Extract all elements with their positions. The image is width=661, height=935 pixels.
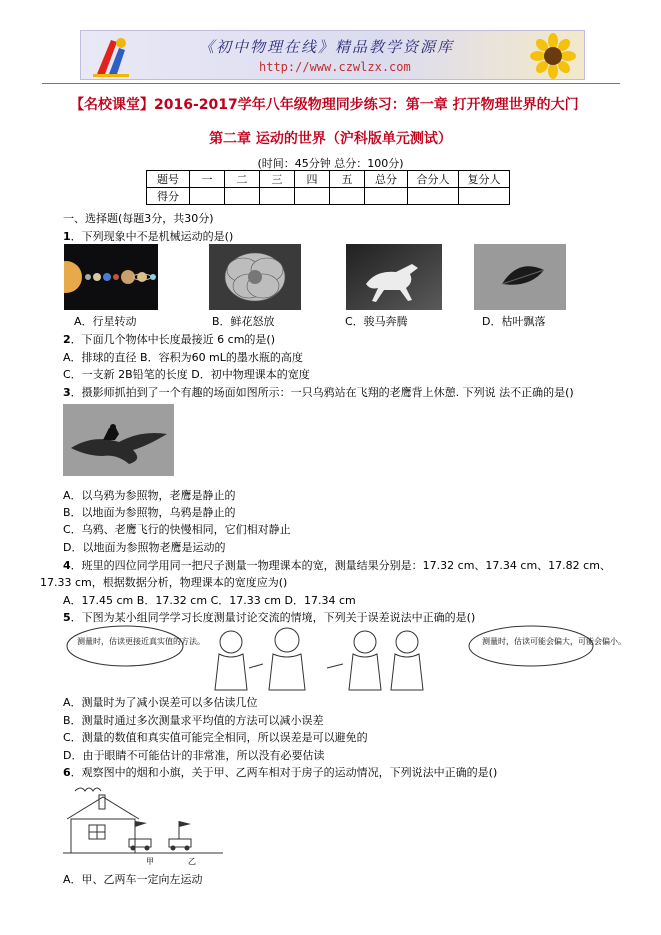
score-header-cell: 总分 [365,171,408,188]
planets-image [64,244,158,310]
sunflower-icon [528,33,578,79]
score-table [146,170,510,205]
q6-option-a: A．甲、乙两车一定向左运动 [63,873,203,886]
q1-option-a: A．行星转动 [74,315,137,328]
question-text: ．下图为某小组同学学习长度测量讨论交流的情境，下列关于误差说法中正确的是() [70,611,476,624]
header-divider [42,83,620,84]
question-number: 2 [63,333,71,346]
question-3 [63,384,574,400]
flower-image [209,244,301,310]
score-table-score-row [147,188,510,205]
score-table-header-row [147,171,510,188]
house-and-cars-diagram [63,781,223,863]
score-header-cell: 复分人 [459,171,510,188]
car-yi-label: 乙 [188,857,196,866]
q5-option-c: C．测量的数值和真实值可能完全相同，所以误差是可以避免的 [63,731,368,744]
car-jia-label: 甲 [146,857,154,866]
question-2 [63,331,275,347]
horse-image [346,244,442,310]
score-cell[interactable] [408,188,459,205]
question-number: 1 [63,230,71,243]
q1-option-d: D．枯叶飘落 [482,315,546,328]
score-header-cell: 题号 [147,171,190,188]
question-text: ．观察图中的烟和小旗，关于甲、乙两车相对于房子的运动情况，下列说法中正确的是() [70,766,498,779]
question-text: ．摄影师抓拍到了一个有趣的场面如图所示：一只乌鸦站在飞翔的老鹰背上休憩. 下列说 法不正确的是() [70,386,574,399]
q3-option-b: B．以地面为参照物，乌鸦是静止的 [63,506,236,519]
question-5 [63,609,475,625]
q1-option-c: C．骏马奔腾 [345,315,408,328]
crow-eagle-image [63,404,174,476]
q5-option-b: B．测量时通过多次测量求平均值的方法可以减小误差 [63,714,324,727]
q5-option-d: D．由于眼睛不可能估计的非常准，所以没有必要估读 [63,749,325,762]
question-number: 6 [63,766,71,779]
score-header-cell: 二 [225,171,260,188]
question-4 [63,557,611,573]
score-row-label: 得分 [147,188,190,205]
chapter-title: 第二章 运动的世界（沪科版单元测试） [209,131,452,147]
q3-option-d: D．以地面为参照物老鹰是运动的 [63,541,226,554]
question-text: ．下面几个物体中长度最接近 6 cm的是() [70,333,275,346]
score-cell[interactable] [225,188,260,205]
speech-bubble-right: 测量时，估读可能会偏大，可能会偏小。 [482,637,626,646]
question-number: 4 [63,559,71,572]
students-discussion-image [63,624,599,692]
score-cell[interactable] [260,188,295,205]
banner-url[interactable]: http://www.czwlzx.com [259,60,411,74]
document-header-title: 【名校课堂】2016-2017学年八年级物理同步练习：第一章 打开物理世界的大门 [70,97,579,113]
q2-options-ab: A．排球的直径 B．容积为60 mL的墨水瓶的高度 [63,351,303,364]
score-header-cell: 三 [260,171,295,188]
question-text: ．班里的四位同学用同一把尺子测量一物理课本的宽，测量结果分别是：17.32 cm、17.34 cm、17.82 cm、 [70,559,611,572]
score-header-cell: 一 [190,171,225,188]
q3-option-a: A．以乌鸦为参照物，老鹰是静止的 [63,489,236,502]
score-cell[interactable] [330,188,365,205]
question-1 [63,228,233,244]
q3-option-c: C．乌鸦、老鹰飞行的快慢相同，它们相对静止 [63,523,291,536]
score-cell[interactable] [459,188,510,205]
banner-title: 《初中物理在线》精品教学资源库 [199,38,455,56]
question-text: ．下列现象中不是机械运动的是() [70,230,234,243]
time-and-score-info: (时间：45分钟 总分：100分) [257,157,404,170]
score-header-cell: 四 [295,171,330,188]
score-cell[interactable] [190,188,225,205]
q2-options-cd: C．一支新 2B铅笔的长度 D．初中物理课本的宽度 [63,368,310,381]
score-cell[interactable] [295,188,330,205]
question-number: 5 [63,611,71,624]
header-banner [80,30,585,80]
score-header-cell: 五 [330,171,365,188]
q5-option-a: A．测量时为了减小误差可以多估读几位 [63,696,258,709]
q1-option-b: B．鲜花怒放 [212,315,275,328]
falling-leaf-image [474,244,566,310]
logo-icon [89,34,135,78]
section-heading: 一、选择题(每题3分，共30分) [63,212,214,225]
question-4-continued: 17.33 cm，根据数据分析，物理课本的宽度应为() [40,576,288,589]
question-6 [63,764,497,780]
score-header-cell: 合分人 [408,171,459,188]
score-cell[interactable] [365,188,408,205]
speech-bubble-left: 测量时，估读更接近真实值的方法。 [77,637,205,646]
question-number: 3 [63,386,71,399]
q4-options: A．17.45 cm B．17.32 cm C．17.33 cm D．17.34 cm [63,594,356,607]
